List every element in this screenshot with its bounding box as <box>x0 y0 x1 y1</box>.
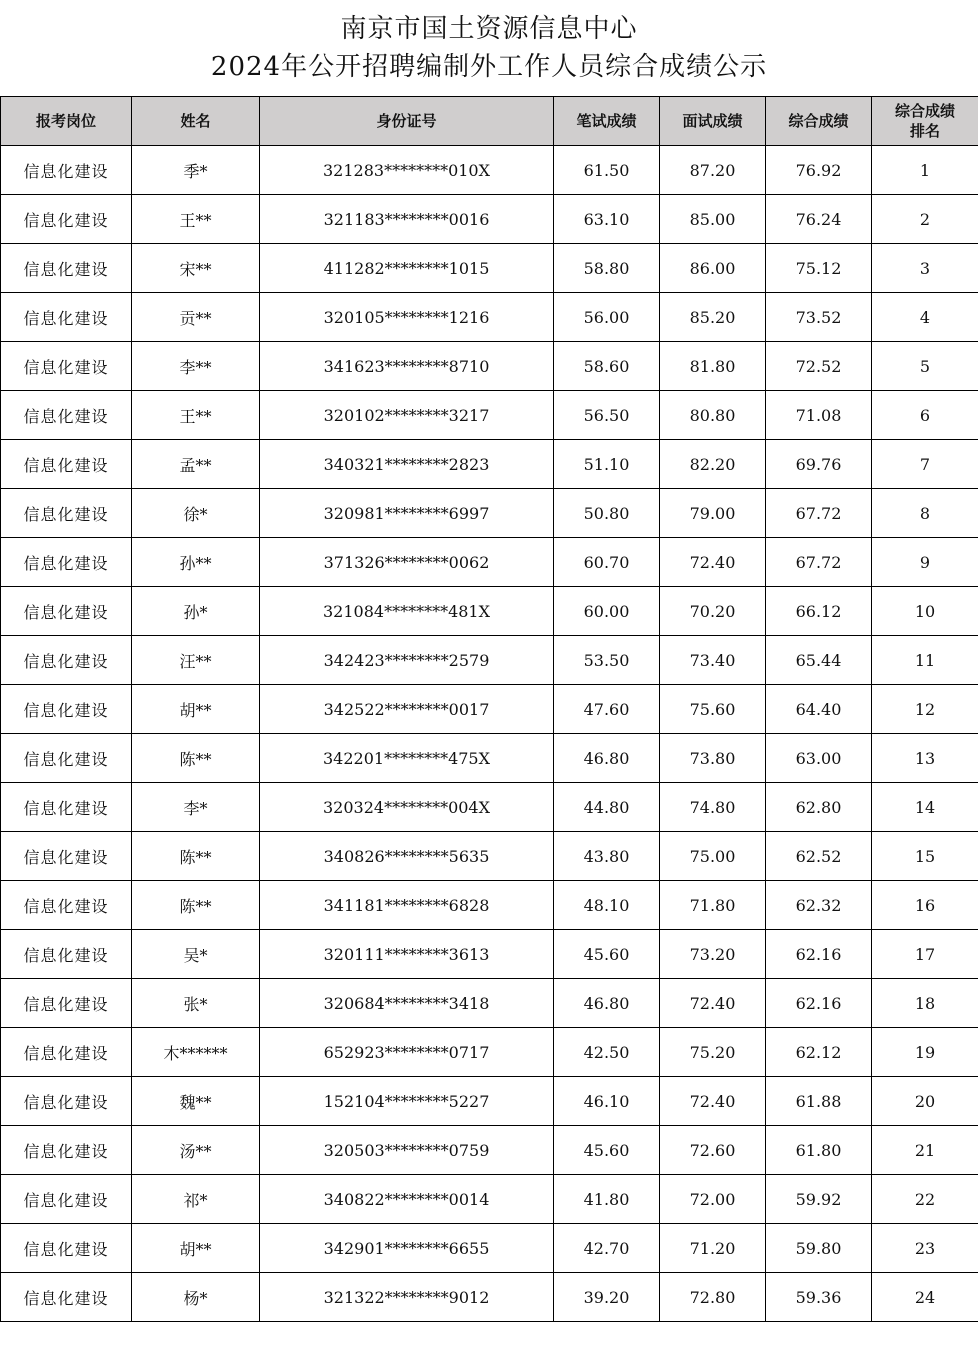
cell-total-score: 61.80 <box>766 1126 872 1175</box>
cell-written-score: 60.70 <box>554 538 660 587</box>
cell-interview-score: 72.80 <box>660 1273 766 1322</box>
table-row <box>1 1224 978 1273</box>
cell-rank: 9 <box>872 538 978 587</box>
cell-written-score: 60.00 <box>554 587 660 636</box>
cell-id-number: 342201********475X <box>260 734 554 783</box>
table-row <box>1 1175 978 1224</box>
cell-interview-score: 75.00 <box>660 832 766 881</box>
table-row <box>1 195 978 244</box>
cell-position: 信息化建设 <box>1 685 132 734</box>
header-position: 报考岗位 <box>1 97 132 146</box>
table-row <box>1 391 978 440</box>
cell-position: 信息化建设 <box>1 195 132 244</box>
cell-name: 宋** <box>132 244 260 293</box>
table-row <box>1 1273 978 1322</box>
cell-written-score: 44.80 <box>554 783 660 832</box>
cell-id-number: 320503********0759 <box>260 1126 554 1175</box>
cell-interview-score: 82.20 <box>660 440 766 489</box>
cell-total-score: 59.36 <box>766 1273 872 1322</box>
cell-id-number: 321283********010X <box>260 146 554 195</box>
cell-position: 信息化建设 <box>1 538 132 587</box>
cell-total-score: 67.72 <box>766 538 872 587</box>
cell-rank: 7 <box>872 440 978 489</box>
cell-rank: 11 <box>872 636 978 685</box>
cell-interview-score: 72.40 <box>660 1077 766 1126</box>
cell-total-score: 59.80 <box>766 1224 872 1273</box>
cell-rank: 23 <box>872 1224 978 1273</box>
cell-position: 信息化建设 <box>1 1175 132 1224</box>
table-row <box>1 1077 978 1126</box>
cell-total-score: 62.80 <box>766 783 872 832</box>
cell-name: 杨* <box>132 1273 260 1322</box>
cell-total-score: 62.32 <box>766 881 872 930</box>
cell-id-number: 320324********004X <box>260 783 554 832</box>
table-row <box>1 244 978 293</box>
cell-interview-score: 70.20 <box>660 587 766 636</box>
cell-rank: 17 <box>872 930 978 979</box>
cell-name: 徐* <box>132 489 260 538</box>
table-row <box>1 538 978 587</box>
cell-total-score: 59.92 <box>766 1175 872 1224</box>
cell-id-number: 341181********6828 <box>260 881 554 930</box>
cell-position: 信息化建设 <box>1 293 132 342</box>
cell-written-score: 56.00 <box>554 293 660 342</box>
table-row <box>1 342 978 391</box>
header-id-number: 身份证号 <box>260 97 554 146</box>
cell-total-score: 62.16 <box>766 930 872 979</box>
cell-name: 胡** <box>132 1224 260 1273</box>
cell-name: 王** <box>132 391 260 440</box>
cell-position: 信息化建设 <box>1 1126 132 1175</box>
cell-name: 李* <box>132 783 260 832</box>
cell-total-score: 65.44 <box>766 636 872 685</box>
cell-id-number: 152104********5227 <box>260 1077 554 1126</box>
cell-interview-score: 73.20 <box>660 930 766 979</box>
cell-name: 孙* <box>132 587 260 636</box>
cell-written-score: 61.50 <box>554 146 660 195</box>
header-name: 姓名 <box>132 97 260 146</box>
cell-written-score: 43.80 <box>554 832 660 881</box>
cell-written-score: 41.80 <box>554 1175 660 1224</box>
cell-name: 孙** <box>132 538 260 587</box>
cell-position: 信息化建设 <box>1 1028 132 1077</box>
cell-written-score: 46.80 <box>554 979 660 1028</box>
cell-written-score: 58.60 <box>554 342 660 391</box>
cell-id-number: 371326********0062 <box>260 538 554 587</box>
cell-id-number: 320111********3613 <box>260 930 554 979</box>
cell-name: 汤** <box>132 1126 260 1175</box>
cell-position: 信息化建设 <box>1 1273 132 1322</box>
cell-position: 信息化建设 <box>1 587 132 636</box>
cell-id-number: 320105********1216 <box>260 293 554 342</box>
table-row <box>1 979 978 1028</box>
header-rank: 综合成绩 排名 <box>872 97 978 146</box>
cell-position: 信息化建设 <box>1 783 132 832</box>
table-row <box>1 489 978 538</box>
title-line-1: 南京市国土资源信息中心 <box>340 14 638 44</box>
cell-rank: 6 <box>872 391 978 440</box>
cell-name: 陈** <box>132 832 260 881</box>
cell-name: 贡** <box>132 293 260 342</box>
cell-written-score: 48.10 <box>554 881 660 930</box>
cell-id-number: 342423********2579 <box>260 636 554 685</box>
cell-written-score: 45.60 <box>554 930 660 979</box>
cell-total-score: 62.52 <box>766 832 872 881</box>
cell-written-score: 46.10 <box>554 1077 660 1126</box>
cell-total-score: 63.00 <box>766 734 872 783</box>
cell-id-number: 341623********8710 <box>260 342 554 391</box>
cell-name: 陈** <box>132 881 260 930</box>
table-body <box>1 146 978 1322</box>
cell-position: 信息化建设 <box>1 832 132 881</box>
table-row <box>1 734 978 783</box>
cell-name: 木****** <box>132 1028 260 1077</box>
table-row <box>1 1126 978 1175</box>
cell-name: 季* <box>132 146 260 195</box>
cell-id-number: 340321********2823 <box>260 440 554 489</box>
cell-total-score: 64.40 <box>766 685 872 734</box>
cell-rank: 3 <box>872 244 978 293</box>
cell-written-score: 47.60 <box>554 685 660 734</box>
cell-rank: 8 <box>872 489 978 538</box>
cell-written-score: 50.80 <box>554 489 660 538</box>
cell-name: 陈** <box>132 734 260 783</box>
cell-rank: 22 <box>872 1175 978 1224</box>
cell-position: 信息化建设 <box>1 440 132 489</box>
cell-interview-score: 73.80 <box>660 734 766 783</box>
cell-interview-score: 71.80 <box>660 881 766 930</box>
table-row <box>1 832 978 881</box>
table-row <box>1 146 978 195</box>
cell-total-score: 69.76 <box>766 440 872 489</box>
cell-rank: 24 <box>872 1273 978 1322</box>
cell-total-score: 75.12 <box>766 244 872 293</box>
table-row <box>1 881 978 930</box>
cell-written-score: 42.70 <box>554 1224 660 1273</box>
table-row <box>1 440 978 489</box>
cell-name: 王** <box>132 195 260 244</box>
cell-position: 信息化建设 <box>1 636 132 685</box>
cell-interview-score: 85.20 <box>660 293 766 342</box>
cell-position: 信息化建设 <box>1 342 132 391</box>
cell-id-number: 320102********3217 <box>260 391 554 440</box>
cell-rank: 21 <box>872 1126 978 1175</box>
cell-rank: 15 <box>872 832 978 881</box>
cell-rank: 20 <box>872 1077 978 1126</box>
results-table <box>0 96 978 1322</box>
cell-position: 信息化建设 <box>1 146 132 195</box>
cell-rank: 18 <box>872 979 978 1028</box>
cell-position: 信息化建设 <box>1 244 132 293</box>
cell-rank: 19 <box>872 1028 978 1077</box>
cell-name: 祁* <box>132 1175 260 1224</box>
cell-interview-score: 75.20 <box>660 1028 766 1077</box>
cell-position: 信息化建设 <box>1 489 132 538</box>
cell-interview-score: 87.20 <box>660 146 766 195</box>
cell-rank: 1 <box>872 146 978 195</box>
cell-id-number: 320981********6997 <box>260 489 554 538</box>
cell-rank: 16 <box>872 881 978 930</box>
cell-name: 孟** <box>132 440 260 489</box>
cell-position: 信息化建设 <box>1 391 132 440</box>
cell-name: 汪** <box>132 636 260 685</box>
cell-total-score: 62.12 <box>766 1028 872 1077</box>
cell-interview-score: 72.40 <box>660 979 766 1028</box>
cell-id-number: 411282********1015 <box>260 244 554 293</box>
cell-written-score: 42.50 <box>554 1028 660 1077</box>
cell-id-number: 342901********6655 <box>260 1224 554 1273</box>
cell-written-score: 56.50 <box>554 391 660 440</box>
cell-total-score: 62.16 <box>766 979 872 1028</box>
cell-id-number: 340826********5635 <box>260 832 554 881</box>
cell-id-number: 320684********3418 <box>260 979 554 1028</box>
cell-written-score: 51.10 <box>554 440 660 489</box>
cell-id-number: 342522********0017 <box>260 685 554 734</box>
cell-written-score: 53.50 <box>554 636 660 685</box>
cell-total-score: 76.92 <box>766 146 872 195</box>
cell-interview-score: 71.20 <box>660 1224 766 1273</box>
cell-total-score: 67.72 <box>766 489 872 538</box>
cell-interview-score: 79.00 <box>660 489 766 538</box>
cell-rank: 2 <box>872 195 978 244</box>
cell-interview-score: 75.60 <box>660 685 766 734</box>
title-line-2: 2024年公开招聘编制外工作人员综合成绩公示 <box>210 52 768 82</box>
cell-interview-score: 80.80 <box>660 391 766 440</box>
cell-name: 胡** <box>132 685 260 734</box>
cell-id-number: 340822********0014 <box>260 1175 554 1224</box>
cell-total-score: 76.24 <box>766 195 872 244</box>
cell-total-score: 73.52 <box>766 293 872 342</box>
cell-interview-score: 74.80 <box>660 783 766 832</box>
cell-position: 信息化建设 <box>1 1224 132 1273</box>
cell-total-score: 71.08 <box>766 391 872 440</box>
cell-interview-score: 86.00 <box>660 244 766 293</box>
cell-rank: 12 <box>872 685 978 734</box>
table-row <box>1 587 978 636</box>
header-total-score: 综合成绩 <box>766 97 872 146</box>
cell-name: 吴* <box>132 930 260 979</box>
cell-id-number: 321183********0016 <box>260 195 554 244</box>
cell-id-number: 321322********9012 <box>260 1273 554 1322</box>
cell-interview-score: 72.00 <box>660 1175 766 1224</box>
cell-name: 李** <box>132 342 260 391</box>
cell-written-score: 46.80 <box>554 734 660 783</box>
cell-name: 魏** <box>132 1077 260 1126</box>
table-row <box>1 1028 978 1077</box>
cell-rank: 4 <box>872 293 978 342</box>
page-title <box>0 0 978 96</box>
cell-position: 信息化建设 <box>1 881 132 930</box>
cell-written-score: 58.80 <box>554 244 660 293</box>
cell-interview-score: 72.60 <box>660 1126 766 1175</box>
cell-rank: 10 <box>872 587 978 636</box>
cell-position: 信息化建设 <box>1 1077 132 1126</box>
cell-interview-score: 73.40 <box>660 636 766 685</box>
cell-id-number: 321084********481X <box>260 587 554 636</box>
table-row <box>1 783 978 832</box>
cell-total-score: 61.88 <box>766 1077 872 1126</box>
table-row <box>1 930 978 979</box>
cell-written-score: 45.60 <box>554 1126 660 1175</box>
cell-id-number: 652923********0717 <box>260 1028 554 1077</box>
cell-interview-score: 72.40 <box>660 538 766 587</box>
header-written-score: 笔试成绩 <box>554 97 660 146</box>
cell-rank: 14 <box>872 783 978 832</box>
cell-interview-score: 81.80 <box>660 342 766 391</box>
cell-total-score: 66.12 <box>766 587 872 636</box>
cell-written-score: 39.20 <box>554 1273 660 1322</box>
cell-position: 信息化建设 <box>1 734 132 783</box>
cell-total-score: 72.52 <box>766 342 872 391</box>
cell-rank: 5 <box>872 342 978 391</box>
cell-rank: 13 <box>872 734 978 783</box>
header-interview-score: 面试成绩 <box>660 97 766 146</box>
cell-position: 信息化建设 <box>1 930 132 979</box>
table-row <box>1 636 978 685</box>
cell-written-score: 63.10 <box>554 195 660 244</box>
cell-position: 信息化建设 <box>1 979 132 1028</box>
table-row <box>1 293 978 342</box>
cell-name: 张* <box>132 979 260 1028</box>
table-row <box>1 685 978 734</box>
cell-interview-score: 85.00 <box>660 195 766 244</box>
table-header-row <box>1 97 978 146</box>
